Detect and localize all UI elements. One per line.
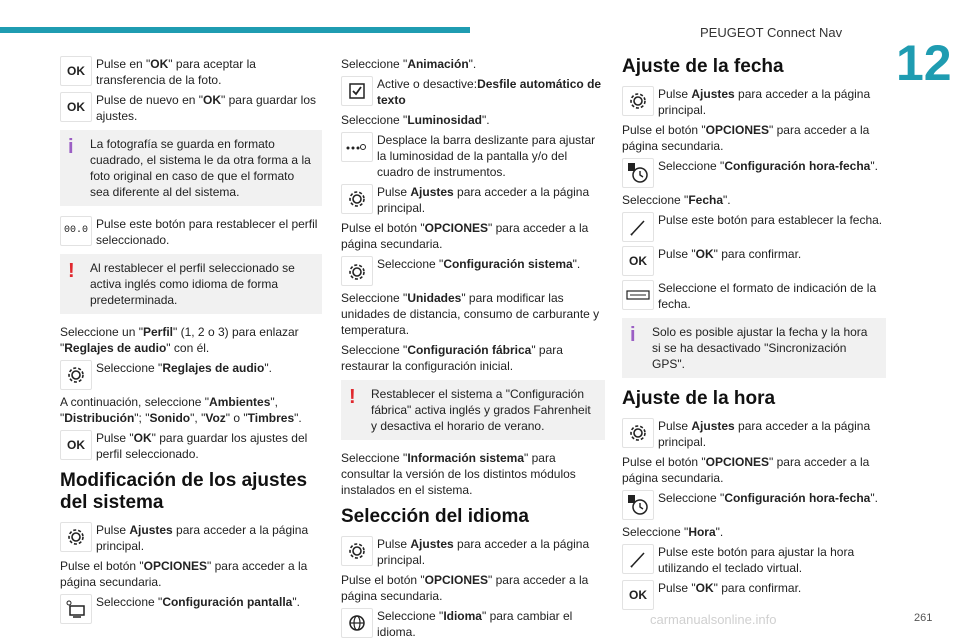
info-note xyxy=(60,130,322,206)
step-row xyxy=(341,76,605,108)
clock-calendar-icon xyxy=(622,490,654,520)
paragraph: A continuación, seleccione "Ambientes", "Distribución"; "Sonido", "Voz" o "Timbres". xyxy=(60,395,302,425)
ok-button-icon: OK xyxy=(60,430,92,460)
page-number: 261 xyxy=(914,612,933,624)
step-row xyxy=(60,360,322,390)
step-text: Seleccione el formato de indicación de la fecha. xyxy=(658,281,877,311)
clock-calendar-icon xyxy=(622,158,654,188)
pencil-icon xyxy=(622,212,654,242)
paragraph: Seleccione un "Perfil" (1, 2 o 3) para enlazar "Reglajes de audio" con él. xyxy=(60,325,299,355)
pencil-icon xyxy=(622,544,654,574)
step-row xyxy=(622,580,886,610)
step-text: Desplace la barra deslizante para ajustar la luminosidad de la pantalla y/o del cuadro de instrumentos. xyxy=(377,133,596,179)
watermark: carmanualsonline.info xyxy=(650,612,777,627)
ok-button-icon: OK xyxy=(60,92,92,122)
step-row xyxy=(341,132,605,180)
step-text: Pulse "OK" para confirmar. xyxy=(658,247,802,261)
step-text: Pulse "OK" para confirmar. xyxy=(658,581,802,595)
system-settings-icon xyxy=(341,256,373,286)
step-row xyxy=(622,418,886,450)
settings-gear-icon xyxy=(60,360,92,390)
checkbox-icon xyxy=(341,76,373,106)
paragraph: Seleccione "Luminosidad". xyxy=(341,113,490,127)
settings-gear-icon xyxy=(60,522,92,552)
step-row xyxy=(622,280,886,312)
step-text: Pulse Ajustes para acceder a la página principal. xyxy=(658,419,871,449)
step-text: Pulse Ajustes para acceder a la página principal. xyxy=(96,523,309,553)
chapter-number: 12 xyxy=(896,35,952,91)
step-row xyxy=(60,216,322,248)
step-text: Pulse "OK" para guardar los ajustes del perfil seleccionado. xyxy=(96,431,308,461)
step-text: Seleccione "Reglajes de audio". xyxy=(96,361,272,375)
brand-title: PEUGEOT Connect Nav xyxy=(700,25,843,40)
paragraph: Seleccione "Fecha". xyxy=(622,193,731,207)
step-row xyxy=(341,536,605,568)
step-row xyxy=(60,594,322,624)
column-1 xyxy=(60,56,322,628)
step-row xyxy=(622,490,886,520)
paragraph: Seleccione "Hora". xyxy=(622,525,724,539)
step-text: Pulse este botón para ajustar la hora utilizando el teclado virtual. xyxy=(658,545,855,575)
step-row xyxy=(622,544,886,576)
paragraph: Pulse el botón "OPCIONES" para acceder a la página secundaria. xyxy=(622,455,870,485)
date-format-icon xyxy=(622,280,654,310)
step-row xyxy=(341,184,605,216)
step-text: Pulse en "OK" para aceptar la transferencia de la foto. xyxy=(96,57,256,87)
warning-icon: ! xyxy=(68,260,75,282)
warning-note xyxy=(341,380,605,440)
step-text: Pulse Ajustes para acceder a la página principal. xyxy=(377,537,590,567)
section-heading: Selección del idioma xyxy=(341,506,529,527)
step-row xyxy=(622,86,886,118)
step-text: Seleccione "Idioma" para cambiar el idioma. xyxy=(377,609,573,639)
paragraph: Seleccione "Configuración fábrica" para restaurar la configuración inicial. xyxy=(341,343,563,373)
step-text: Seleccione "Configuración sistema". xyxy=(377,257,581,271)
step-text: Pulse de nuevo en "OK" para guardar los ajustes. xyxy=(96,93,316,123)
step-text: Seleccione "Configuración hora-fecha". xyxy=(658,491,878,505)
header-accent-bar xyxy=(0,27,470,33)
step-row xyxy=(341,608,605,640)
section-heading: Ajuste de la hora xyxy=(622,388,776,409)
reset-counter-icon: 00.0 xyxy=(60,216,92,246)
step-row xyxy=(622,246,886,276)
step-text: Pulse este botón para establecer la fecha. xyxy=(658,213,883,227)
ok-button-icon: OK xyxy=(622,580,654,610)
ok-button-icon: OK xyxy=(622,246,654,276)
step-text: Seleccione "Configuración hora-fecha". xyxy=(658,159,878,173)
language-globe-icon xyxy=(341,608,373,638)
step-row xyxy=(622,158,886,188)
section-heading: Modificación de los ajustes del sistema xyxy=(60,470,308,513)
step-row xyxy=(60,56,322,88)
warning-note-text: Al restablecer el perfil seleccionado se activa inglés como idioma de forma predeterminada. xyxy=(90,261,295,307)
paragraph: Seleccione "Animación". xyxy=(341,57,477,71)
settings-gear-icon xyxy=(622,418,654,448)
step-row xyxy=(60,92,322,124)
warning-note xyxy=(60,254,322,314)
settings-gear-icon xyxy=(341,184,373,214)
step-text: Pulse Ajustes para acceder a la página principal. xyxy=(377,185,590,215)
paragraph: Pulse el botón "OPCIONES" para acceder a la página secundaria. xyxy=(60,559,308,589)
step-text: Pulse Ajustes para acceder a la página principal. xyxy=(658,87,871,117)
info-icon: i xyxy=(68,136,74,158)
section-heading: Ajuste de la fecha xyxy=(622,56,784,77)
info-note xyxy=(622,318,886,378)
info-note-text: La fotografía se guarda en formato cuadrado, el sistema le da otra forma a la foto original en caso de que el formato sea diferente al del sistema. xyxy=(90,137,311,199)
paragraph: Pulse el botón "OPCIONES" para acceder a la página secundaria. xyxy=(622,123,870,153)
settings-gear-icon xyxy=(341,536,373,566)
ok-button-icon: OK xyxy=(60,56,92,86)
step-text: Pulse este botón para restablecer el perfil seleccionado. xyxy=(96,217,318,247)
paragraph: Seleccione "Información sistema" para consultar la versión de los distintos módulos instalados en el sistema. xyxy=(341,451,576,497)
info-icon: i xyxy=(630,324,636,346)
step-row xyxy=(341,256,605,286)
warning-note-text: Restablecer el sistema a "Configuración fábrica" activa inglés y grados Fahrenheit y desactiva el horario de verano. xyxy=(371,387,591,433)
column-3 xyxy=(622,56,886,614)
step-text: Seleccione "Configuración pantalla". xyxy=(96,595,300,609)
brightness-slider-icon xyxy=(341,132,373,162)
paragraph: Pulse el botón "OPCIONES" para acceder a la página secundaria. xyxy=(341,573,589,603)
paragraph: Seleccione "Unidades" para modificar las unidades de distancia, consumo de carburante y temperatura. xyxy=(341,291,600,337)
step-text: Active o desactive:Desfile automático de texto xyxy=(377,77,602,107)
step-row xyxy=(60,522,322,554)
column-2 xyxy=(341,56,605,644)
warning-icon: ! xyxy=(349,386,356,408)
step-row xyxy=(60,430,322,462)
step-row xyxy=(622,212,886,242)
info-note-text: Solo es posible ajustar la fecha y la hora si se ha desactivado "Sincronización GPS". xyxy=(652,325,868,371)
paragraph: Pulse el botón "OPCIONES" para acceder a la página secundaria. xyxy=(341,221,589,251)
display-settings-icon xyxy=(60,594,92,624)
settings-gear-icon xyxy=(622,86,654,116)
